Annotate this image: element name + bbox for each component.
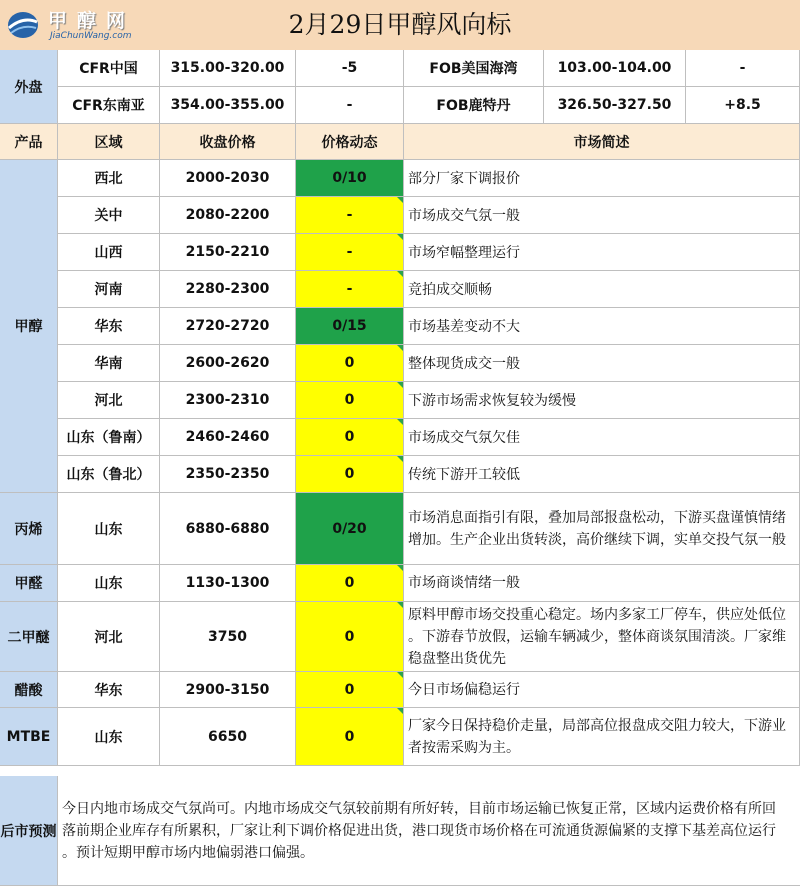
corner-marker-icon	[397, 197, 403, 203]
summary-cell	[404, 672, 800, 708]
methanol-price-cell: 2150-2210	[160, 234, 296, 271]
dynamic-cell: 0	[296, 565, 404, 602]
column-header-price: 收盘价格	[160, 124, 296, 160]
title-banner	[0, 0, 800, 51]
product-cell: MTBE	[0, 708, 58, 766]
corner-marker-icon	[397, 708, 403, 714]
external-price-1b: 103.00-104.00	[544, 50, 686, 87]
region-cell: 河北	[58, 602, 160, 672]
price-cell: 2900-3150	[160, 672, 296, 708]
methanol-price-cell: 2350-2350	[160, 456, 296, 493]
methanol-region-cell: 山东（鲁南）	[58, 419, 160, 456]
column-header-region: 区域	[58, 124, 160, 160]
methanol-dynamic-cell: 0	[296, 419, 404, 456]
dynamic-cell: 0	[296, 672, 404, 708]
summary-text	[408, 604, 786, 670]
methanol-dynamic-cell: 0	[296, 382, 404, 419]
methanol-price-cell: 2300-2310	[160, 382, 296, 419]
summary-cell	[404, 493, 800, 565]
corner-marker-icon	[397, 234, 403, 240]
price-cell: 1130-1300	[160, 565, 296, 602]
external-price-2b: 326.50-327.50	[544, 87, 686, 124]
price-cell: 3750	[160, 602, 296, 672]
methanol-dynamic-cell: -	[296, 271, 404, 308]
methanol-summary-cell: 市场基差变动不大	[404, 308, 800, 345]
product-cell: 醋酸	[0, 672, 58, 708]
column-header-summary: 市场简述	[404, 124, 800, 160]
forecast-label: 后市预测	[0, 776, 58, 886]
dynamic-cell: 0	[296, 602, 404, 672]
methanol-summary-cell: 市场成交气氛欠佳	[404, 419, 800, 456]
market-forecast-text	[58, 776, 800, 886]
price-cell: 6650	[160, 708, 296, 766]
methanol-dynamic-cell: 0/15	[296, 308, 404, 345]
summary-line: 市场商谈情绪一般	[408, 575, 520, 591]
corner-marker-icon	[397, 456, 403, 462]
corner-marker-icon	[397, 345, 403, 351]
product-cell: 二甲醚	[0, 602, 58, 672]
external-market-label	[0, 50, 58, 124]
summary-text	[408, 715, 786, 759]
summary-text	[408, 572, 520, 594]
dynamic-cell: 0/20	[296, 493, 404, 565]
methanol-region-cell: 河北	[58, 382, 160, 419]
methanol-region-cell: 山东（鲁北）	[58, 456, 160, 493]
methanol-region-cell: 华东	[58, 308, 160, 345]
summary-line: 稳盘整出货优先	[408, 650, 506, 667]
methanol-price-cell: 2280-2300	[160, 271, 296, 308]
methanol-region-cell: 山西	[58, 234, 160, 271]
methanol-dynamic-cell: -	[296, 234, 404, 271]
region-cell: 华东	[58, 672, 160, 708]
external-change-1a: -5	[296, 50, 404, 87]
forecast-line-3: 。预计短期甲醇市场内地偏弱港口偏强。	[62, 845, 314, 861]
forecast-line-2: 落前期企业库存有所累积，厂家让利下调价格促进出货，港口现货市场价格在可流通货源偏紧的支撑下基差高位运行	[62, 823, 776, 839]
forecast-line-1: 今日内地市场成交气氛尚可。内地市场成交气氛较前期有所好转，目前市场运输已恢复正常，区域内运费价格有所回	[62, 801, 776, 817]
summary-line: 原料甲醇市场交投重心稳定。场内多家工厂停车，供应处低位	[408, 606, 786, 623]
corner-marker-icon	[397, 382, 403, 388]
product-cell: 丙烯	[0, 493, 58, 565]
methanol-region-cell: 华南	[58, 345, 160, 382]
summary-line: 市场消息面指引有限，叠加局部报盘松动，下游买盘谨慎情绪	[408, 509, 786, 526]
external-name-1a: CFR中国	[58, 50, 160, 87]
methanol-summary-cell: 下游市场需求恢复较为缓慢	[404, 382, 800, 419]
summary-line: 厂家今日保持稳价走量，局部高位报盘成交阻力较大，下游业	[408, 717, 786, 734]
methanol-price-cell: 2000-2030	[160, 160, 296, 197]
methanol-summary-cell: 整体现货成交一般	[404, 345, 800, 382]
summary-cell	[404, 602, 800, 672]
region-cell: 山东	[58, 708, 160, 766]
logo-chinese-text: 甲醇网	[48, 10, 136, 32]
summary-line: 者按需采购为主。	[408, 739, 520, 756]
methanol-region-cell: 西北	[58, 160, 160, 197]
corner-marker-icon	[397, 271, 403, 277]
corner-marker-icon	[397, 602, 403, 608]
methanol-summary-cell: 传统下游开工较低	[404, 456, 800, 493]
methanol-price-cell: 2080-2200	[160, 197, 296, 234]
summary-text	[408, 507, 786, 551]
summary-line: 。下游春节放假，运输车辆减少，整体商谈氛围清淡。厂家维	[408, 628, 786, 645]
summary-text	[408, 679, 520, 701]
methanol-summary-cell: 市场窄幅整理运行	[404, 234, 800, 271]
column-header-dynamic: 价格动态	[296, 124, 404, 160]
logo-english-text: JiaChunWang.com	[50, 31, 132, 41]
external-name-1b: FOB美国海湾	[404, 50, 544, 87]
methanol-region-cell: 河南	[58, 271, 160, 308]
price-cell: 6880-6880	[160, 493, 296, 565]
external-label-text: 外盘	[14, 79, 43, 96]
external-price-1a: 315.00-320.00	[160, 50, 296, 87]
external-price-2a: 354.00-355.00	[160, 87, 296, 124]
region-cell: 山东	[58, 493, 160, 565]
product-methanol: 甲醇	[0, 160, 58, 493]
methanol-summary-cell: 竞拍成交顺畅	[404, 271, 800, 308]
product-cell: 甲醛	[0, 565, 58, 602]
external-name-2a: CFR东南亚	[58, 87, 160, 124]
external-name-2b: FOB鹿特丹	[404, 87, 544, 124]
page-title: 2月29日甲醇风向标	[288, 10, 512, 39]
summary-cell	[404, 708, 800, 766]
methanol-price-cell: 2720-2720	[160, 308, 296, 345]
methanol-price-cell: 2600-2620	[160, 345, 296, 382]
methanol-region-cell: 关中	[58, 197, 160, 234]
methanol-dynamic-cell: -	[296, 197, 404, 234]
methanol-dynamic-cell: 0/10	[296, 160, 404, 197]
summary-line: 今日市场偏稳运行	[408, 681, 520, 698]
methanol-dynamic-cell: 0	[296, 456, 404, 493]
corner-marker-icon	[397, 672, 403, 678]
methanol-price-cell: 2460-2460	[160, 419, 296, 456]
external-change-2b: +8.5	[686, 87, 800, 124]
corner-marker-icon	[397, 419, 403, 425]
methanol-summary-cell: 市场成交气氛一般	[404, 197, 800, 234]
summary-line: 增加。生产企业出货转淡，高价继续下调，实单交投气氛一般	[408, 531, 786, 548]
dynamic-cell: 0	[296, 708, 404, 766]
column-header-product: 产品	[0, 124, 58, 160]
methanol-summary-cell: 部分厂家下调报价	[404, 160, 800, 197]
corner-marker-icon	[397, 565, 403, 571]
region-cell: 山东	[58, 565, 160, 602]
external-change-1b: -	[686, 50, 800, 87]
methanol-dynamic-cell: 0	[296, 345, 404, 382]
external-change-2a: -	[296, 87, 404, 124]
summary-cell	[404, 565, 800, 602]
